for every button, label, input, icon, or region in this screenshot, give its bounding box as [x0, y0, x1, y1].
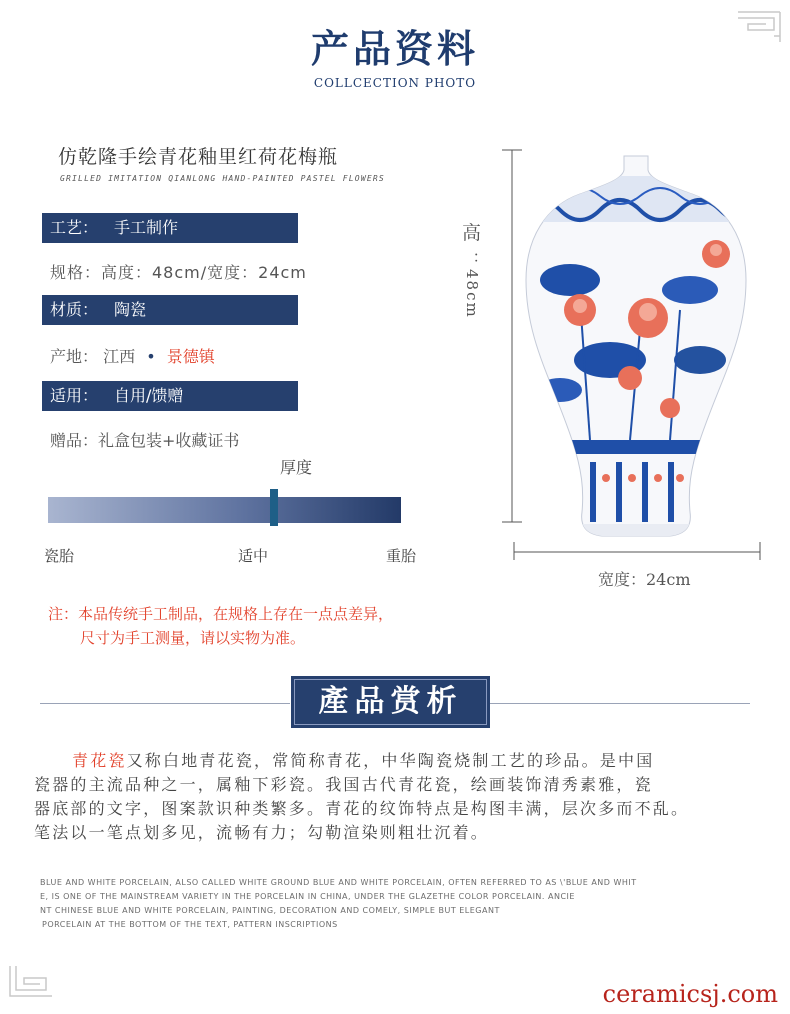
width-label: 宽度：24cm	[598, 570, 691, 589]
product-name: 仿乾隆手绘青花釉里红荷花梅瓶	[58, 146, 339, 168]
page-subtitle: COLLCECTION PHOTO	[313, 76, 477, 90]
origin-spec	[50, 344, 215, 367]
origin-dot: •	[146, 347, 156, 366]
thickness-title: 厚度	[280, 458, 313, 477]
thickness-gradient-bar	[48, 497, 401, 523]
appreciation-en-4: PORCELAIN AT THE BOTTOM OF THE TEXT, PATTERN INSCRIPTIONS	[42, 920, 338, 929]
vase-image	[520, 140, 752, 540]
appreciation-line-4: 笔法以一笔点划多见，流畅有力；勾勒渲染则粗壮沉着。	[34, 823, 490, 842]
thickness-label-thin: 瓷胎	[44, 547, 75, 565]
usage-bar	[42, 381, 298, 411]
highlight-term: 青花瓷	[72, 751, 127, 770]
craft-label: 工艺：	[50, 218, 99, 237]
material-value: 陶瓷	[114, 300, 147, 319]
origin-town: 景德镇	[166, 347, 215, 366]
craft-value: 手工制作	[114, 218, 179, 237]
material-bar	[42, 295, 298, 325]
divider-left	[40, 703, 290, 704]
appreciation-line-1: 青花瓷又称白地青花瓷，常简称青花，中华陶瓷烧制工艺的珍品。是中国	[72, 751, 655, 770]
corner-ornament-top-right	[736, 8, 782, 44]
appreciation-en-2: E, IS ONE OF THE MAINSTREAM VARIETY IN THE PORCELAIN IN CHINA, UNDER THE GLAZETHE COLOR PORCELAIN. ANCIE	[40, 892, 575, 901]
divider-right	[490, 703, 750, 704]
note-line-2: 尺寸为手工测量，请以实物为准。	[80, 629, 306, 647]
height-label: 高	[462, 222, 482, 244]
appreciation-line-2: 瓷器的主流品种之一，属釉下彩瓷。我国古代青花瓷，绘画装饰清秀素雅，瓷	[34, 775, 653, 794]
corner-ornament-bottom-left	[6, 964, 54, 1000]
gift-spec: 赠品：礼盒包装+收藏证书	[50, 431, 240, 450]
height-value: ：48cm	[463, 252, 481, 319]
usage-label: 适用：	[50, 386, 99, 405]
thickness-label-medium: 适中	[238, 547, 269, 565]
note-line-1: 注：本品传统手工制品，在规格上存在一点点差异，	[48, 605, 394, 623]
thickness-label-heavy: 重胎	[386, 547, 417, 565]
origin-city: 江西	[103, 347, 136, 366]
watermark: ceramicsj.com	[602, 980, 778, 1008]
usage-value: 自用/馈赠	[114, 386, 184, 405]
size-spec: 规格：高度：48cm/宽度：24cm	[50, 263, 307, 282]
appreciation-line-3: 器底部的文字，图案款识种类繁多。青花的纹饰特点是构图丰满，层次多而不乱。	[34, 799, 690, 818]
product-name-en: GRILLED IMITATION QIANLONG HAND-PAINTED PASTEL FLOWERS	[60, 174, 385, 183]
appreciation-en-3: NT CHINESE BLUE AND WHITE PORCELAIN, PAINTING, DECORATION AND COMELY, SIMPLE BUT ELEGANT	[40, 906, 500, 915]
thickness-marker	[270, 489, 278, 526]
page-title: 产品资料	[310, 26, 479, 71]
material-label: 材质：	[50, 300, 99, 319]
appreciation-en-1: BLUE AND WHITE PORCELAIN, ALSO CALLED WHITE GROUND BLUE AND WHITE PORCELAIN, OFTEN REFERRED TO AS \'BLUE AND WHIT	[40, 878, 637, 887]
craft-bar	[42, 213, 298, 243]
appreciation-title: 產品赏析	[291, 676, 490, 728]
origin-label: 产地：	[50, 347, 99, 366]
